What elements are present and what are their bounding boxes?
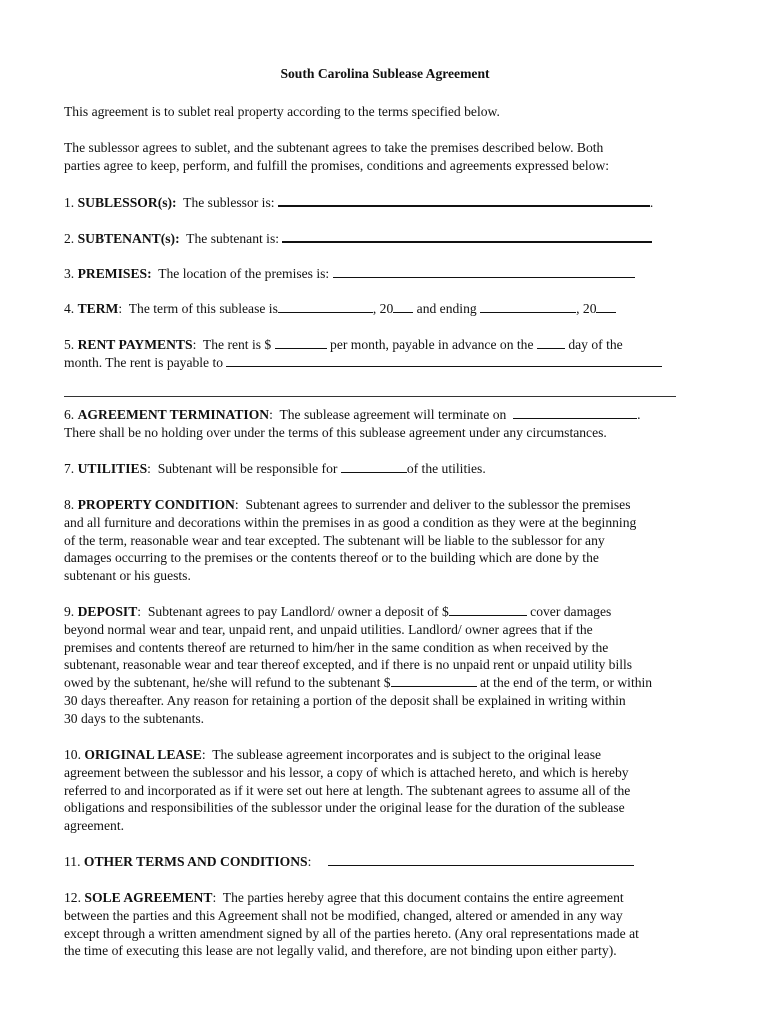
- section-text: of the utilities.: [406, 461, 486, 476]
- section-text: The rent is $: [202, 337, 272, 352]
- heading-colon: :: [234, 497, 239, 512]
- section-text: The term of this sublease is: [128, 301, 278, 316]
- sentence-end: .: [637, 407, 641, 422]
- heading-colon: :: [175, 231, 180, 246]
- rent-amount-field[interactable]: [275, 336, 327, 349]
- section-text: at the end of the term, or within: [479, 675, 653, 691]
- section-number: 5.: [64, 337, 75, 352]
- section-heading: DEPOSIT: [77, 604, 138, 619]
- section-sublessor: [64, 193, 708, 212]
- term-start-year-field[interactable]: [393, 300, 413, 313]
- section-text: premises and contents thereof are returned to him/her in the same condition as when received by the: [64, 639, 609, 655]
- term-end-date-field[interactable]: [480, 300, 576, 313]
- intro-paragraph: [64, 103, 708, 121]
- section-number: 4.: [64, 301, 75, 316]
- section-utilities: [64, 460, 708, 478]
- year-prefix: , 20: [372, 301, 394, 316]
- section-text: agreement between the sublessor and his lessor, a copy of which is attached hereto, and which is hereby: [64, 764, 629, 780]
- subtenant-name-field[interactable]: [282, 229, 652, 243]
- premises-location-field[interactable]: [333, 265, 635, 278]
- other-terms-field[interactable]: [328, 853, 634, 866]
- section-number: 1.: [64, 195, 75, 210]
- term-start-date-field[interactable]: [278, 300, 373, 313]
- sublessor-name-field[interactable]: [278, 193, 650, 207]
- section-term: [64, 300, 708, 318]
- heading-colon: :: [307, 854, 312, 869]
- section-number: 2.: [64, 231, 75, 246]
- section-subtenant: [64, 229, 708, 248]
- section-text: per month, payable in advance on the: [330, 337, 534, 352]
- document-title: South Carolina Sublease Agreement: [280, 66, 490, 81]
- rent-payee-field[interactable]: [226, 354, 662, 367]
- section-sole-agreement: [64, 889, 708, 960]
- section-premises: [64, 265, 708, 283]
- utilities-responsibility-field[interactable]: [341, 460, 407, 473]
- section-number: 6.: [64, 407, 75, 422]
- heading-colon: :: [212, 890, 217, 905]
- heading-colon: :: [147, 461, 151, 476]
- section-text: of the term, reasonable wear and tear excepted. The subtenant will be liable to the sublessor for any: [64, 532, 605, 548]
- section-heading: PREMISES: [77, 266, 148, 281]
- section-text: Subtenant will be responsible for: [157, 461, 338, 476]
- section-heading: UTILITIES: [77, 461, 148, 476]
- heading-colon: :: [137, 604, 142, 619]
- heading-colon: :: [172, 195, 177, 210]
- section-text: The subtenant is:: [186, 231, 280, 246]
- section-agreement-termination: [64, 406, 708, 442]
- section-heading: RENT PAYMENTS: [77, 337, 193, 352]
- section-heading: OTHER TERMS AND CONDITIONS: [83, 854, 308, 869]
- rent-payee-extra-line[interactable]: [64, 396, 676, 397]
- section-heading: TERM: [77, 301, 119, 316]
- section-text: obligations and responsibilities of the sublessor under the original lease for the duration of the sublease: [64, 800, 625, 816]
- section-text: except through a written amendment signed by all of the parties hereto. (Any oral representations made at: [64, 925, 639, 941]
- heading-colon: :: [118, 301, 123, 316]
- section-text: agreement.: [64, 818, 125, 834]
- preamble-line-2: parties agree to keep, perform, and fulfill the promises, conditions and agreements expressed below:: [64, 157, 610, 173]
- section-text: The sublessor is:: [183, 195, 275, 210]
- section-text: The sublease agreement will terminate on: [279, 407, 507, 422]
- deposit-amount-field[interactable]: [449, 603, 527, 616]
- section-text: Subtenant agrees to pay Landlord/ owner a deposit of $: [147, 604, 449, 619]
- section-heading: AGREEMENT TERMINATION: [77, 407, 270, 422]
- section-text: The location of the premises is:: [158, 266, 330, 281]
- section-text: The sublease agreement incorporates and is subject to the original lease: [212, 747, 602, 762]
- section-text: day of the: [568, 337, 623, 352]
- heading-colon: :: [201, 747, 206, 762]
- intro-text: This agreement is to sublet real property according to the terms specified below.: [64, 104, 500, 119]
- section-text: 30 days to the subtenants.: [64, 710, 205, 726]
- section-text: damages occurring to the premises or the contents thereof or to the building which are done by the: [64, 550, 599, 566]
- section-number: 3.: [64, 266, 75, 281]
- section-heading: SUBLESSOR(s): [77, 195, 173, 210]
- section-property-condition: [64, 496, 708, 585]
- refund-amount-field[interactable]: [391, 674, 477, 687]
- section-text: Subtenant agrees to surrender and deliver to the sublessor the premises: [245, 497, 631, 512]
- termination-date-field[interactable]: [513, 406, 637, 419]
- section-text: month. The rent is payable to: [64, 354, 224, 370]
- section-heading: SUBTENANT(s): [77, 231, 176, 246]
- section-text: and all furniture and decorations within the premises in as good a condition as they were at the beginning: [64, 514, 637, 530]
- section-text: There shall be no holding over under the terms of this sublease agreement under any circumstances.: [64, 424, 607, 440]
- section-text: and ending: [416, 301, 477, 316]
- heading-colon: :: [192, 337, 197, 352]
- section-number: 12.: [64, 890, 81, 905]
- section-text: subtenant or his guests.: [64, 568, 191, 584]
- section-text: 30 days thereafter. Any reason for retaining a portion of the deposit shall be explained in writing within: [64, 692, 626, 708]
- section-text: referred to and incorporated as if it were set out here at length. The subtenant agrees to assume all of the: [64, 782, 631, 798]
- section-text: beyond normal wear and tear, unpaid rent, and unpaid utilities. Landlord/ owner agrees that if the: [64, 621, 593, 637]
- section-text: The parties hereby agree that this document contains the entire agreement: [222, 890, 624, 905]
- section-other-terms: [64, 853, 708, 871]
- section-text: subtenant, reasonable wear and tear thereof excepted, and if there is no unpaid rent or unpaid utility bills: [64, 657, 633, 673]
- section-number: 9.: [64, 604, 75, 619]
- section-rent-payments: [64, 336, 708, 372]
- year-prefix: , 20: [576, 301, 597, 316]
- term-end-year-field[interactable]: [596, 300, 616, 313]
- section-text: between the parties and this Agreement shall not be modified, changed, altered or amended in any way: [64, 907, 623, 923]
- rent-due-day-field[interactable]: [537, 336, 565, 349]
- sentence-end: .: [649, 195, 654, 210]
- heading-colon: :: [147, 266, 152, 281]
- section-heading: SOLE AGREEMENT: [84, 890, 213, 905]
- section-text: owed by the subtenant, he/she will refund to the subtenant $: [64, 675, 391, 691]
- preamble-line-1: The sublessor agrees to sublet, and the subtenant agrees to take the premises described below. Both: [64, 140, 604, 155]
- section-number: 8.: [64, 497, 75, 512]
- section-deposit: [64, 603, 708, 728]
- heading-colon: :: [269, 407, 273, 422]
- section-heading: ORIGINAL LEASE: [84, 747, 202, 762]
- section-number: 7.: [64, 461, 75, 476]
- section-number: 11.: [64, 854, 81, 869]
- section-original-lease: [64, 746, 708, 835]
- preamble-paragraph: [64, 139, 708, 175]
- section-heading: PROPERTY CONDITION: [77, 497, 235, 512]
- section-text: cover damages: [530, 604, 612, 619]
- section-text: the time of executing this lease are not legally valid, and therefore, are not binding upon either party).: [64, 943, 617, 959]
- section-number: 10.: [64, 747, 81, 762]
